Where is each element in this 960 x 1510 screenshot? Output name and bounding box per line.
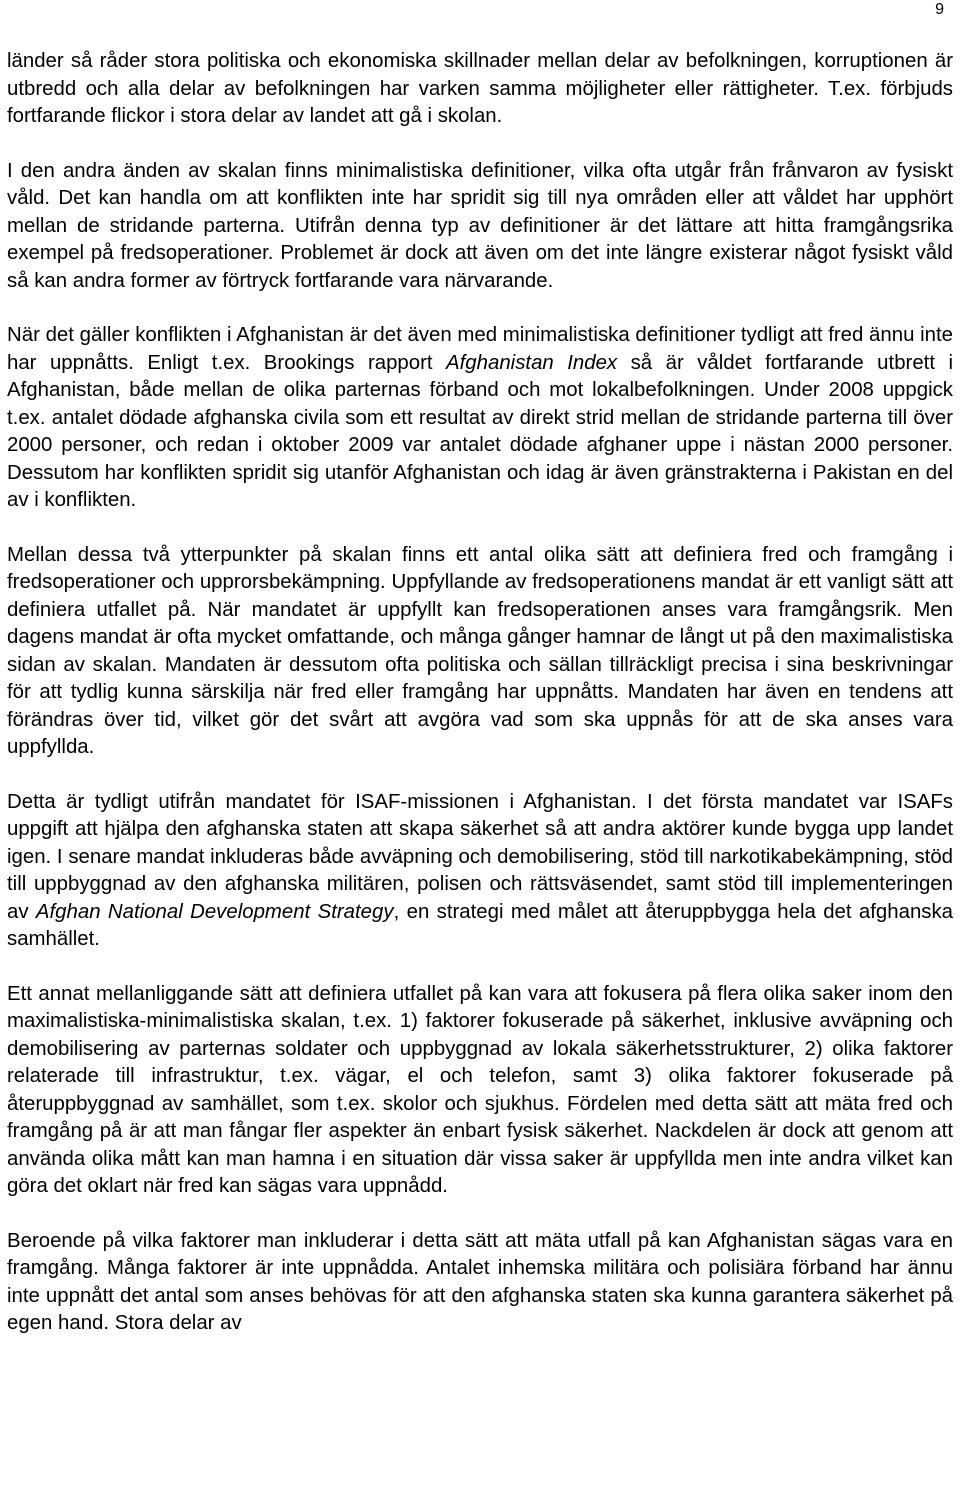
paragraph-5 <box>7 789 953 954</box>
document-body <box>7 48 953 1365</box>
paragraph-3-text-start: När det gäller konflikten i Afghanistan är det även med minimalistiska definitioner tydligt att fred ännu inte har uppnåtts. Enligt t.ex. Brookings rapport <box>7 324 953 374</box>
paragraph-5-text-end: , en strategi med målet att återuppbygga hela det afghanska samhället. <box>7 900 954 950</box>
paragraph-3 <box>7 322 953 515</box>
paragraph-1: länder så råder stora politiska och ekonomiska skillnader mellan delar av befolkningen, korruptionen är utbredd och alla delar av befolkningen har varken samma möjligheter eller rättigheter. T.ex. förbjuds fortfarande flickor i stora delar av landet att gå i skolan. <box>7 50 953 127</box>
paragraph-3-text-end: så är våldet fortfarande utbrett i Afghanistan, både mellan de olika parternas förband och mot lokalbefolkningen. Under 2008 uppgick t.ex. antalet dödade afghanska civila som ett resultat av direkt strid mellan de stridande parterna till över 2000 personer, och redan i oktober 2009 var antalet dödade afghaner uppe i nästan 2000 personer. Dessutom har konflikten spridit sig utanför Afghanistan och idag är även gränstrakterna i Pakistan en del av i konflikten. <box>7 351 954 511</box>
strategy-title-andas: Afghan National Development Strategy <box>35 900 394 923</box>
paragraph-2: I den andra änden av skalan finns minimalistiska definitioner, vilka ofta utgår från frånvaron av fysiskt våld. Det kan handla om att konflikten inte har spridit sig till nya områden eller att våldet har upphört mellan de stridande parterna. Utifrån denna typ av definitioner är det lättare att hitta framgångsrika exempel på fredsoperationer. Problemet är dock att även om det inte längre existerar något fysiskt våld så kan andra former av förtryck fortfarande vara närvarande. <box>7 159 953 292</box>
page-number: 9 <box>935 1 944 18</box>
report-title-afghanistan-index: Afghanistan Index <box>446 351 618 374</box>
paragraph-5-text-start: Detta är tydligt utifrån mandatet för ISAF-missionen i Afghanistan. I det första mandatet var ISAFs uppgift att hjälpa den afghanska staten att skapa säkerhet så att andra aktörer kunde bygga upp landet igen. I senare mandat inkluderas både avväpning och demobilisering, stöd till narkotikabekämpning, stöd till uppbyggnad av den afghanska militären, polisen och rättsväsendet, samt stöd till implementeringen av <box>7 790 953 923</box>
paragraph-6: Ett annat mellanliggande sätt att definiera utfallet på kan vara att fokusera på flera olika saker inom den maximalistiska-minimalistiska skalan, t.ex. 1) faktorer fokuserade på säkerhet, inklusive avväpning och demobilisering av parternas soldater och uppbyggnad av lokala säkerhetsstrukturer, 2) olika faktorer relaterade till infrastruktur, t.ex. vägar, el och telefon, samt 3) olika faktorer fokuserade på återuppbyggnad av samhället, som t.ex. skolor och sjukhus. Fördelen med detta sätt att mäta fred och framgång på är att man fångar fler aspekter än enbart fysisk säkerhet. Nackdelen är dock att genom att använda olika mått kan man hamna i en situation där vissa saker är uppfyllda men inte andra vilket kan göra det oklart när fred kan sägas vara uppnådd. <box>7 982 953 1197</box>
paragraph-4: Mellan dessa två ytterpunkter på skalan finns ett antal olika sätt att definiera fred och framgång i fredsoperationer och upprorsbekämpning. Uppfyllande av fredsoperationens mandat är ett vanligt sätt att definiera utfallet på. När mandatet är uppfyllt kan fredsoperationen anses vara framgångsrik. Men dagens mandat är ofta mycket omfattande, och många gånger hamnar de långt ut på den maximalistiska sidan av skalan. Mandaten är dessutom ofta politiska och sällan tillräckligt precisa i sina beskrivningar för att tydlig kunna särskilja när fred eller framgång har uppnåtts. Mandaten har även en tendens att förändras över tid, vilket gör det svårt att avgöra vad som ska uppnås för att de ska anses vara uppfyllda. <box>7 543 953 758</box>
paragraph-7: Beroende på vilka faktorer man inkluderar i detta sätt att mäta utfall på kan Afghanistan sägas vara en framgång. Många faktorer är inte uppnådda. Antalet inhemska militära och polisiära förband har ännu inte uppnått det antal som anses behövas för att den afghanska staten ska kunna garantera säkerhet på egen hand. Stora delar av <box>7 1229 953 1334</box>
